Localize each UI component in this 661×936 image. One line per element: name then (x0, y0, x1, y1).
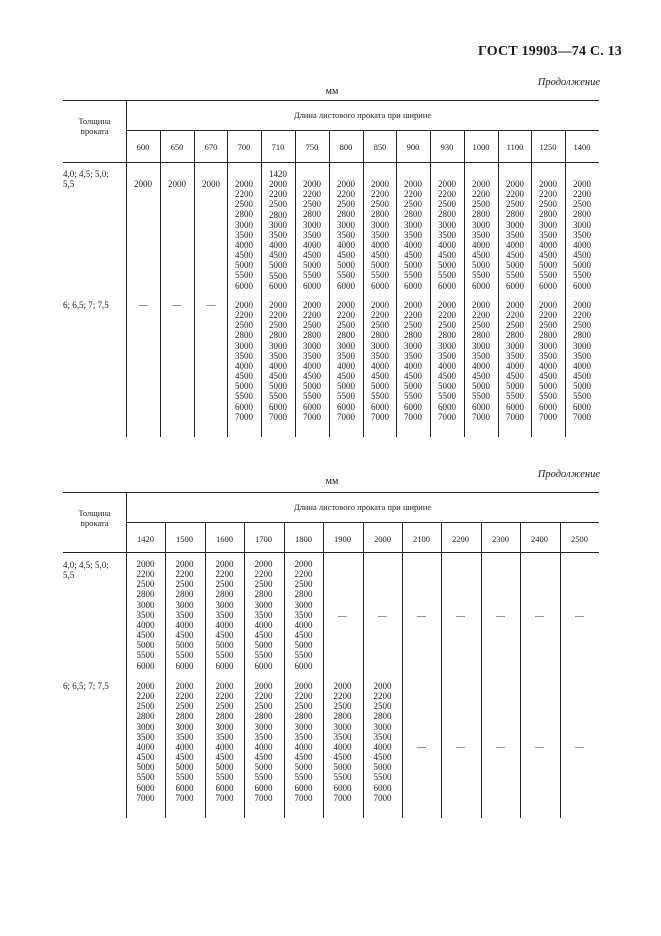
length-values: 2000 2200 2500 2800 3000 3500 4000 4500 5000 5500 6000 (215, 559, 234, 671)
column-divider (520, 522, 521, 818)
unit-label: мм (325, 476, 339, 487)
width-header-650: 650 (170, 142, 184, 152)
empty-dash: — (496, 611, 505, 621)
width-header-1000: 1000 (472, 142, 490, 152)
length-values: 2000 2200 2500 2800 3000 3500 4000 4500 5000 5500 6000 (303, 179, 321, 291)
length-values: 2000 2200 2500 2800 3000 3500 4000 4500 5000 5500 6000 7000 (337, 300, 355, 422)
width-header-930: 930 (440, 142, 454, 152)
empty-dash: — (138, 300, 148, 310)
thickness-header: Толщина проката (78, 116, 111, 136)
column-divider (560, 522, 561, 818)
empty-dash: — (535, 611, 544, 621)
width-header-2000: 2000 (374, 534, 391, 544)
empty-dash: — (338, 611, 347, 621)
thickness-value: 4,0; 4,5; 5,0; 5,5 (63, 169, 109, 190)
width-header-670: 670 (204, 142, 218, 152)
length-values: 2000 2200 2500 2800 3000 3500 4000 4500 5000 5500 6000 7000 (404, 300, 422, 422)
empty-dash: — (575, 611, 584, 621)
length-values: 2000 2200 2500 2800 3000 3500 4000 4500 5000 5500 6000 (539, 179, 557, 291)
width-header-700: 700 (237, 142, 251, 152)
page-header: ГОСТ 19903—74 С. 13 (478, 44, 622, 59)
length-values: 2000 2200 2500 2800 3000 3500 4000 4500 5000 5500 6000 7000 (573, 300, 591, 422)
empty-dash: — (206, 300, 216, 310)
length-values: 2000 2200 2500 2800 3000 3500 4000 4500 5000 5500 6000 7000 (539, 300, 557, 422)
length-values: 2000 2200 2500 2800 3000 3500 4000 4500 5000 5500 6000 7000 (136, 681, 155, 803)
length-values: 2000 2200 2500 2800 3000 3500 4000 4500 5000 5500 6000 7000 (371, 300, 389, 422)
length-values: 2000 2200 2500 2800 3000 3500 4000 4500 5000 5500 6000 7000 (254, 681, 273, 803)
empty-dash: — (378, 611, 387, 621)
column-divider (194, 130, 195, 437)
length-values: 2000 (134, 179, 152, 189)
width-header-800: 800 (339, 142, 353, 152)
width-header-1800: 1800 (295, 534, 312, 544)
table-top-rule (63, 492, 599, 493)
width-header-1420: 1420 (137, 534, 154, 544)
empty-dash: — (456, 742, 465, 752)
continuation-label: Продолжение (537, 77, 600, 88)
length-values: 2000 2200 2500 2800 3000 3500 4000 4500 5000 5500 6000 7000 (506, 300, 524, 422)
length-values: 2000 2200 2500 2800 3000 3500 4000 4500 5000 5500 6000 (472, 179, 490, 291)
length-values: 2000 2200 2500 2800 3000 3500 4000 4500 5000 5500 6000 (438, 179, 456, 291)
length-values: 2000 2200 2500 2800 3000 3500 4000 4500 5000 5500 6000 7000 (333, 681, 352, 803)
width-header-1100: 1100 (506, 142, 524, 152)
length-values: 2000 2200 2500 2800 3000 3500 4000 4500 5000 5500 6000 7000 (373, 681, 392, 803)
length-values: 2000 2200 2500 2800 3000 3500 4000 4500 5000 5500 6000 7000 (175, 681, 194, 803)
width-header-2100: 2100 (413, 534, 430, 544)
empty-dash: — (535, 742, 544, 752)
length-values: 2000 2200 2500 2800 3000 3500 4000 4500 5000 5500 6000 7000 (215, 681, 234, 803)
width-header-1250: 1250 (539, 142, 557, 152)
width-header-750: 750 (305, 142, 319, 152)
column-divider (160, 130, 161, 437)
length-values: 2000 2200 2500 2800 3000 3500 4000 4500 5000 5500 6000 (235, 179, 253, 291)
continuation-label: Продолжение (537, 469, 600, 480)
width-header-1600: 1600 (216, 534, 233, 544)
length-header: Длина листового проката при ширине (293, 110, 432, 120)
length-values: 2000 2200 2500 2800 3000 3500 4000 4500 5000 5500 6000 (254, 559, 273, 671)
empty-dash: — (496, 742, 505, 752)
width-header-2300: 2300 (492, 534, 509, 544)
length-values: 2000 2200 2500 2800 3000 3500 4000 4500 5000 5500 6000 7000 (472, 300, 490, 422)
length-values: 1420 2000 2200 2500 2800 3000 3500 4000 4500 5000 5500 6000 (269, 169, 287, 291)
column-header-rule (63, 552, 599, 553)
width-header-710: 710 (271, 142, 285, 152)
width-header-600: 600 (136, 142, 150, 152)
column-divider (402, 522, 403, 818)
width-header-1900: 1900 (334, 534, 351, 544)
unit-label: мм (325, 86, 339, 97)
length-values: 2000 2200 2500 2800 3000 3500 4000 4500 5000 5500 6000 (371, 179, 389, 291)
length-values: 2000 (202, 179, 220, 189)
width-header-2500: 2500 (571, 534, 588, 544)
length-values: 2000 2200 2500 2800 3000 3500 4000 4500 5000 5500 6000 7000 (438, 300, 456, 422)
length-values: 2000 2200 2500 2800 3000 3500 4000 4500 5000 5500 6000 7000 (303, 300, 321, 422)
width-header-1500: 1500 (176, 534, 193, 544)
length-values: 2000 2200 2500 2800 3000 3500 4000 4500 5000 5500 6000 (136, 559, 155, 671)
thickness-value: 6; 6,5; 7; 7,5 (63, 681, 109, 691)
length-values: 2000 2200 2500 2800 3000 3500 4000 4500 5000 5500 6000 (175, 559, 194, 671)
length-values: 2000 (168, 179, 186, 189)
empty-dash: — (417, 611, 426, 621)
empty-dash: — (575, 742, 584, 752)
length-values: 2000 2200 2500 2800 3000 3500 4000 4500 5000 5500 6000 7000 (235, 300, 253, 422)
column-divider (441, 522, 442, 818)
table-top-rule (63, 100, 599, 101)
thickness-header: Толщина проката (78, 508, 111, 528)
empty-dash: — (456, 611, 465, 621)
width-header-2400: 2400 (531, 534, 548, 544)
thickness-value: 4,0; 4,5; 5,0; 5,5 (63, 560, 109, 581)
length-header: Длина листового проката при ширине (293, 502, 432, 512)
length-values: 2000 2200 2500 2800 3000 3500 4000 4500 5000 5500 6000 (506, 179, 524, 291)
width-header-850: 850 (373, 142, 387, 152)
length-values: 2000 2200 2500 2800 3000 3500 4000 4500 5000 5500 6000 (337, 179, 355, 291)
length-values: 2000 2200 2500 2800 3000 3500 4000 4500 5000 5500 6000 7000 (294, 681, 313, 803)
length-values: 2000 2200 2500 2800 3000 3500 4000 4500 5000 5500 6000 (404, 179, 422, 291)
empty-dash: — (417, 742, 426, 752)
thickness-value: 6; 6,5; 7; 7,5 (63, 300, 109, 310)
column-header-rule (63, 162, 599, 163)
empty-dash: — (172, 300, 182, 310)
width-header-1400: 1400 (573, 142, 591, 152)
length-values: 2000 2200 2500 2800 3000 3500 4000 4500 5000 5500 6000 (294, 559, 313, 671)
length-values: 2000 2200 2500 2800 3000 3500 4000 4500 5000 5500 6000 7000 (269, 300, 287, 422)
length-values: 2000 2200 2500 2800 3000 3500 4000 4500 5000 5500 6000 (573, 179, 591, 291)
column-divider (481, 522, 482, 818)
width-header-2200: 2200 (452, 534, 469, 544)
width-header-900: 900 (406, 142, 420, 152)
width-header-1700: 1700 (255, 534, 272, 544)
